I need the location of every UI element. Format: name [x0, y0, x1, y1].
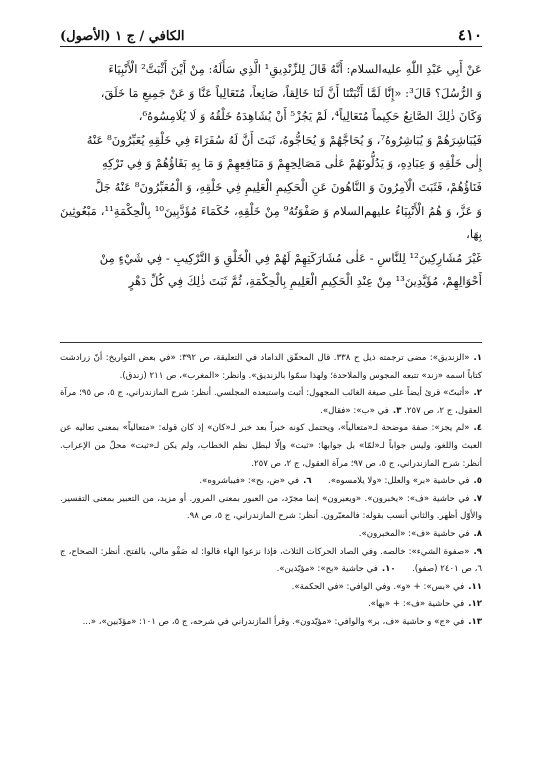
- main-text-line: وَ عَزَّ، وَ هُمُ الْأَنْبِيَاءُ عليهم‌السلام وَ صَفْوَتُهُ⁹ مِنْ خَلْقِهِ، حُكَمَاءَ مُؤَدَّبِينَ¹⁰ بِالْحِكْمَةِ¹¹، مَبْعُوثِينَ بِهَا،: [60, 203, 482, 242]
- footnote-text: في «ض، بح»: «فيباشروه».: [199, 476, 300, 487]
- footnote-number: ٣.: [392, 405, 402, 416]
- footnote-5-6: [60, 473, 482, 491]
- main-text-line: وَكَانَ ذٰلِكَ الصَّانِعُ حَكِيماً مُتَعَالِياً⁴، لَمْ يَجُزْ⁵ أَنْ يُشَاهِدَهُ خَلْقُهُ وَ لَا يُلَامِسُوهُ⁶،: [138, 109, 482, 124]
- footnote-number: ١٠.: [381, 564, 396, 575]
- main-text-line: فَيُبَاشِرَهُمْ وَ يُبَاشِرُوهُ⁷، وَ يُحَاجَّهُمْ وَ يُحَاجُّوهُ، ثَبَتَ أَنَّ لَهُ سُفَرَاءَ فِي خَلْقِهِ يُعَبِّرُونَ⁸ عَنْهُ: [86, 132, 482, 147]
- main-text-line: أَحْوَالِهِمْ، مُؤَيَّدِينَ¹³ مِنْ عِنْدِ الْحَكِيمِ الْعَلِيمِ بِالْحِكْمَةِ، ثُمَّ ثَبَتَ ذٰلِكَ فِي كُلِّ دَهْرٍ: [128, 274, 482, 289]
- footnote-8: [60, 526, 482, 544]
- footnote-4: [60, 420, 482, 473]
- footnote-11: [60, 579, 482, 597]
- footnote-number: ٢.: [473, 388, 483, 399]
- footnote-text: في حاشية «ف»: «يخبرون». «ويعبرون» إنما مجرّد، من العبور بمعنى المرور. أو مزيد، من التعبير بمعنى التفسير. والأوّل أظهر. والثاني أنسب بقوله: فالمعبّرون. أنظر: شرح المازندراني، ج ٥، ص ٩٨.: [60, 493, 482, 522]
- footnote-2: [60, 385, 482, 420]
- footnote-separator: [60, 342, 482, 343]
- footnote-text: في «ج» و حاشية «ف، بر» والوافي: «مؤيّدون». وقرأ المازندراني في شرحه، ج ٥، ص ١٠١: «مؤدّبين»، «...: [82, 616, 465, 627]
- main-text-line: إِلٰى خَلْقِهِ وَ عِبَادِهِ، وَ يَدُلُّونَهُمْ عَلٰى مَصَالِحِهِمْ وَ مَنَافِعِهِمْ وَ مَا بِهِ بَقَاؤُهُمْ وَ فِي تَرْكِهِ: [101, 156, 482, 171]
- footnote-number: ١١.: [468, 581, 482, 592]
- footnote-number: ١.: [473, 353, 482, 363]
- footnote-text: في حاشية «ف»: + «بها».: [367, 599, 465, 610]
- main-text-line: فَنَاؤُهُمْ، فَثَبَتَ الْآمِرُونَ وَ النَّاهُونَ عَنِ الْحَكِيمِ الْعَلِيمِ فِي خَلْقِهِ، وَ الْمُعَبِّرُونَ⁸ عَنْهُ جَلَّ: [94, 179, 482, 194]
- footnote-12: [60, 596, 482, 614]
- footnote-number: ٤.: [473, 423, 482, 434]
- footnote-number: ٦.: [303, 476, 312, 487]
- footnote-number: ١٣.: [468, 616, 482, 627]
- footnote-1: [60, 350, 482, 385]
- footnote-number: ٩.: [473, 546, 482, 557]
- footnote-text: في حاشية «بر» والعلل: «ولا يلامسوه».: [327, 476, 470, 487]
- footnote-text: في «بس»: + «و». وفي الوافي: «في الحكمة».: [291, 581, 465, 592]
- footnote-text: في حاشية «بح»: «مؤيّدين».: [276, 564, 378, 575]
- main-text: [60, 58, 482, 294]
- page-number: ٤١٠: [457, 26, 482, 44]
- footnote-number: ٨.: [473, 528, 482, 539]
- footnote-number: ١٢.: [468, 599, 482, 610]
- footnote-number: ٧.: [473, 493, 482, 504]
- footnotes: [60, 350, 482, 632]
- footnote-13: [60, 614, 482, 632]
- footnote-text: «أثبتّ» قرئ أيضاً على صيغة الغائب المجهول: أثبت واستبعده المجلسي. أنظر: شرح المازندراني، ج ٥، ص ٩٥؛ مرآة العقول، ج ٢، ص ٢٥٧.: [60, 388, 482, 416]
- main-text-line: وَ الرُّسُلَ؟ قَالَ³: «إِنَّا لَمَّا أَثْبَتْنَا أَنَّ لَنَا خَالِقاً، صَانِعاً، مُتَعَالِياً عَنَّا وَ عَنْ جَمِيعِ مَا خَلَقَ،: [100, 85, 482, 100]
- footnote-number: ٥.: [473, 476, 482, 487]
- main-text-line: غَيْرَ مُشَارِكِينَ¹² لِلنَّاسِ - عَلٰى مُشَارَكَتِهِمْ لَهُمْ فِي الْخَلْقِ وَ التَّرْكِيبِ - فِي شَيْءٍ مِنْ: [99, 250, 482, 265]
- footnote-text: «صفوة الشيء»: خالصه. وفي الصاد الحركات الثلاث، فإذا نزعوا الهاء قالوا: له صَفْو مالي، بالفتح. أنظر: الصحاح، ج ٦، ص ٢٤٠١ (صفو).: [60, 546, 482, 575]
- running-title: الكافي / ج ١ (الأصول): [60, 29, 185, 44]
- main-text-line: عَنْ أَبِي عَبْدِ اللّٰهِ عليه‌السلام: أَنَّهُ قَالَ لِلزِّنْدِيقِ¹ الَّذِي سَأَلَهُ: مِنْ أَيْنَ أَثْبَتَّ² الْأَنْبِيَاءَ: [108, 62, 482, 76]
- footnote-9: [60, 544, 482, 579]
- page-header: [60, 22, 482, 47]
- footnote-text: «الزنديق»: مضى ترجمته ذيل ح ٣٣٨. قال المحقّق الداماد في التعليقة، ص ٣٩٢: «في بعض التواريخ: أنّ زرادشت كتاباً اسمه «زند» تتبعه المجوس والملاحدة؛ ولهذا سمّوا بالزنديق». وانظر: «المغرب»، ص ٢١١ (زندق).: [60, 353, 482, 381]
- footnote-7: [60, 491, 482, 526]
- footnote-text: «لم يجز»: صفة موضحة لـ«متعالياً»، ويحتمل كونه خبراً بعد خبر لـ«كان» إذ كان قوله: «متعالياً» بمعنى تعاليه عن العبث واللغو، وليس جواباً لـ«لمّا» بل جوابها: «ثبت» وإلّا لبطل نظم الخطاب، ولم يكن لـ«ثبت» محلّ من الإعراب. أنظر: شرح المازندراني، ج ٥، ص ٩٧؛ مرآة العقول، ج ٢، ص ٢٥٧.: [60, 423, 482, 469]
- footnote-text: في «ب»: «فقال».: [320, 405, 389, 416]
- footnote-text: في حاشية «ف»: «المخبرون».: [358, 528, 470, 539]
